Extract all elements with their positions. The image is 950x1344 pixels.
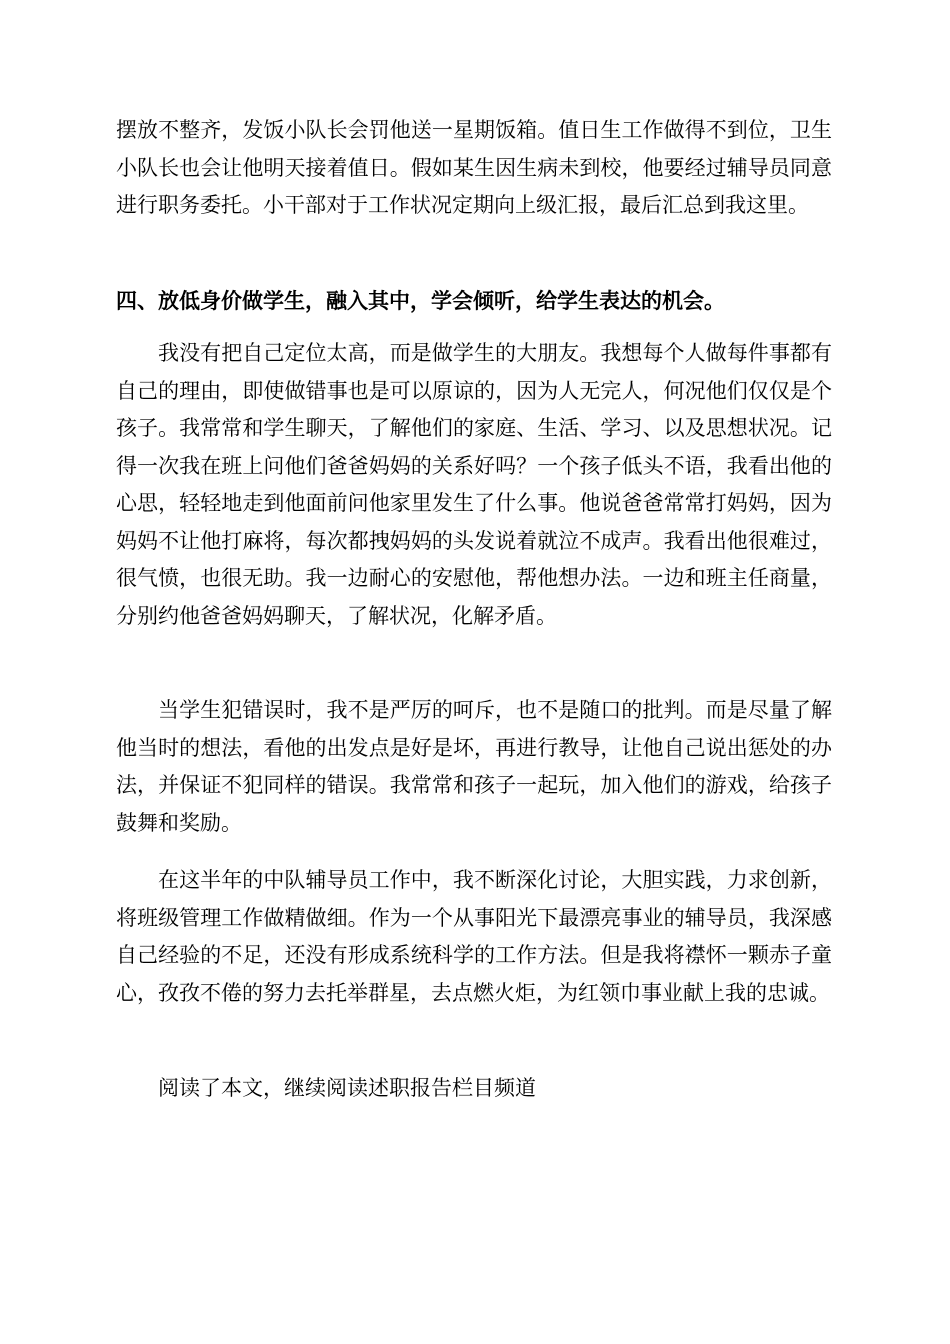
body-paragraph-3: 在这半年的中队辅导员工作中，我不断深化讨论，大胆实践，力求创新，将班级管理工作做精做细。作为一个从事阳光下最漂亮事业的辅导员，我深感自己经验的不足，还没有形成系统科学的工作方法。但是我将襟怀一颗赤子童心，孜孜不倦的努力去托举群星，去点燃火炬，为红领巾事业献上我的忠诚。: [116, 868, 832, 1005]
body-paragraph-1: 我没有把自己定位太高，而是做学生的大朋友。我想每个人做每件事都有自己的理由，即使做错事也是可以原谅的，因为人无完人，何况他们仅仅是个孩子。我常常和学生聊天，了解他们的家庭、生活、学习、以及思想状况。记得一次我在班上问他们爸爸妈妈的关系好吗？一个孩子低头不语，我看出他的心思，轻轻地走到他面前问他家里发生了什么事。他说爸爸常常打妈妈，因为妈妈不让他打麻将，每次都拽妈妈的头发说着就泣不成声。我看出他很难过，很气愤，也很无助。我一边耐心的安慰他，帮他想办法。一边和班主任商量，分别约他爸爸妈妈聊天，了解状况，化解矛盾。: [116, 341, 832, 628]
body-paragraph-2: 当学生犯错误时，我不是严厉的呵斥，也不是随口的批判。而是尽量了解他当时的想法，看他的出发点是好是坏，再进行教导，让他自己说出惩处的办法，并保证不犯同样的错误。我常常和孩子一起玩，加入他们的游戏，给孩子鼓舞和奖励。: [116, 698, 832, 835]
continued-paragraph: 摆放不整齐，发饭小队长会罚他送一星期饭箱。值日生工作做得不到位，卫生小队长也会让他明天接着值日。假如某生因生病未到校，他要经过辅导员同意进行职务委托。小干部对于工作状况定期向上级汇报，最后汇总到我这里。: [116, 118, 832, 217]
section-heading: 四、放低身价做学生，融入其中，学会倾听，给学生表达的机会。: [116, 289, 725, 313]
footer-line: 阅读了本文，继续阅读述职报告栏目频道: [158, 1076, 536, 1100]
